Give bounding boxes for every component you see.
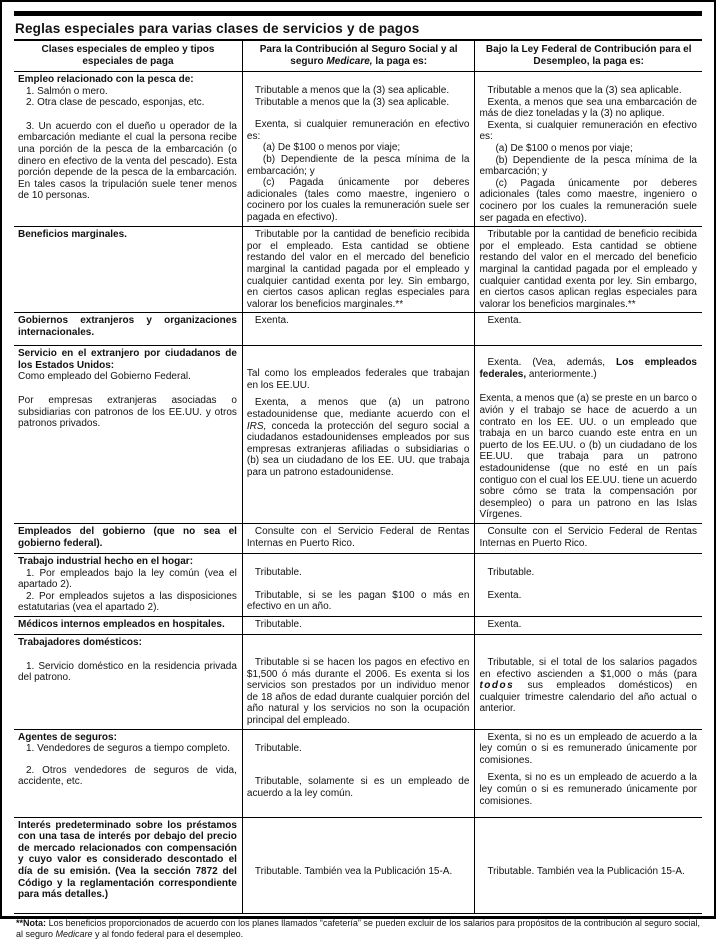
table-top-bar bbox=[14, 11, 702, 16]
cell-trabajadores-domesticos-col2 bbox=[242, 634, 475, 729]
cell-paragraph: Exenta, a menos que (a) se preste en un barco o avión y el trabajo se hace de acuerdo a un contrato en los EE. UU. o un empleado que trabaja en un barco cuando este entra en un puerto de los EE.UU. o (b) un ciudadano de los EE.UU. que trabaja para un patrono estadounidense (que no esté en un país contiguo con el cual los EE.UU. tiene un acuerdo sobre cómo se trata la compensación por desempleo) o para un patrono en las Islas Vírgenes. bbox=[479, 393, 697, 521]
cell-trabajo-industrial-hogar-col2 bbox=[242, 554, 475, 617]
cell-servicio-extranjero-col2 bbox=[242, 346, 475, 524]
cell-paragraph: Tributable. bbox=[254, 742, 302, 754]
special-rules-table bbox=[14, 41, 702, 914]
cell-trabajo-industrial-hogar-col3 bbox=[475, 554, 702, 617]
cell-servicio-extranjero-col3 bbox=[475, 346, 702, 524]
cell-paragraph: Interés predeterminado sobre los préstamos con una tasa de interés por debajo del precio de mercado relacionados con compensación y cuyo valor es considerado descontado el día de su emisión. (Vea la sección 7872 del Código y la reglamentación correspondiente para más detalles.) bbox=[18, 819, 237, 901]
cell-paragraph: (c) Pagada únicamente por deberes adicionales (tales como maestre, ingeniero o cocinero por los cuales la remuneración suele ser pagada en efectivo). bbox=[479, 177, 697, 224]
cell-empleados-gobierno-col2 bbox=[242, 524, 475, 554]
cell-paragraph: Exenta, a menos que sea una embarcación de más de diez toneladas y la (3) no aplique. bbox=[479, 96, 697, 120]
cell-empleados-gobierno-col1 bbox=[14, 524, 242, 554]
cell-paragraph: Exenta. bbox=[254, 315, 289, 327]
column-header-desempleo: Bajo la Ley Federal de Contribución para el Desempleo, la paga es: bbox=[475, 41, 702, 72]
cell-paragraph: (a) De $100 o menos por viaje; bbox=[495, 142, 633, 154]
cell-paragraph: Gobiernos extranjeros y organizaciones internacionales. bbox=[18, 315, 237, 338]
cell-empleo-pesca-col2 bbox=[242, 72, 475, 227]
cell-gobiernos-extranjeros-col3 bbox=[475, 313, 702, 346]
table-row-beneficios-marginales bbox=[14, 227, 702, 313]
table-row-agentes-seguros bbox=[14, 729, 702, 817]
cell-paragraph: 1. Por empleados bajo la ley común (vea el apartado 2). bbox=[18, 567, 237, 591]
column-header-seguro-social: Para la Contribución al Seguro Social y al seguro Medicare, la paga es: bbox=[242, 41, 475, 72]
cell-paragraph: Tal como los empleados federales que trabajan en los EE.UU. bbox=[246, 368, 470, 391]
cell-trabajadores-domesticos-col3 bbox=[475, 634, 702, 729]
cell-paragraph: Tributable. bbox=[254, 567, 302, 578]
cell-paragraph: 1. Salmón o mero. bbox=[26, 85, 108, 97]
cell-beneficios-marginales-col3 bbox=[475, 227, 702, 313]
cell-paragraph: Tributable por la cantidad de beneficio recibida por el empleado. Esta cantidad se obtiene restando del valor en el mercado del beneficio marginal la cantidad pagada por el empleado y cualquier cantidad exenta por ley. Sin embargo, en ciertos casos aplican reglas especiales para valorar los beneficios marginales.** bbox=[246, 229, 470, 310]
rules-table-header bbox=[14, 41, 702, 72]
cell-agentes-seguros-col1 bbox=[14, 729, 242, 817]
cell-paragraph: Tributable. bbox=[254, 618, 302, 630]
cell-medicos-internos-col1 bbox=[14, 616, 242, 634]
cell-trabajadores-domesticos-col1 bbox=[14, 634, 242, 729]
cell-paragraph: Tributable, si se les pagan $100 o más en efectivo en un año. bbox=[246, 589, 470, 613]
cell-empleo-pesca-col3 bbox=[475, 72, 702, 227]
cell-empleo-pesca-col1 bbox=[14, 72, 242, 227]
cell-paragraph: Por empresas extranjeras asociadas o subsidiarias con patronos de los EE.UU. y otros patronos privados. bbox=[18, 395, 237, 430]
cell-agentes-seguros-col3 bbox=[475, 729, 702, 817]
table-footnote: **Nota: Los beneficios proporcionados de acuerdo con los planes llamados “cafetería” se pueden excluir de los salarios para propósitos de la contribución al seguro social, al seguro Medicare y al fondo federal para el desempleo. bbox=[16, 917, 700, 939]
cell-paragraph: Empleo relacionado con la pesca de: bbox=[18, 74, 194, 85]
cell-paragraph: Tributable a menos que la (3) sea aplicable. bbox=[254, 96, 450, 108]
cell-paragraph: Tributable. bbox=[487, 567, 535, 578]
cell-gobiernos-extranjeros-col2 bbox=[242, 313, 475, 346]
cell-paragraph: 2. Otra clase de pescado, esponjas, etc. bbox=[26, 97, 205, 109]
cell-paragraph: 2. Otros vendedores de seguros de vida, accidente, etc. bbox=[18, 764, 237, 788]
table-row-empleo-pesca bbox=[14, 72, 702, 227]
cell-paragraph: Agentes de seguros: bbox=[18, 731, 117, 743]
cell-paragraph: Exenta, a menos que (a) un patrono estadounidense que, mediante acuerdo con el IRS, conceda la protección del seguro social a ciudadanos estadounidenses empleados por sus empresas extranjeras afiliadas o subsidiarias o (b) sea un ciudadano de los EE. UU. que trabaja para un patrono estadounidense. bbox=[246, 397, 470, 479]
cell-paragraph: Servicio en el extranjero por ciudadanos de los Estados Unidos: bbox=[18, 348, 237, 371]
cell-paragraph: Exenta, si no es un empleado de acuerdo a la ley común o si es remunerado únicamente por comisiones. bbox=[479, 731, 697, 766]
cell-paragraph: 1. Vendedores de seguros a tiempo completo. bbox=[26, 743, 231, 755]
table-row-interes-predeterminado bbox=[14, 817, 702, 913]
cell-paragraph: Tributable. También vea la Publicación 15-A. bbox=[254, 865, 453, 877]
cell-paragraph: Exenta. (Vea, además, Los empleados federales, anteriormente.) bbox=[479, 357, 697, 380]
cell-paragraph: Trabajadores domésticos: bbox=[18, 636, 142, 648]
cell-paragraph: (b) Dependiente de la pesca mínima de la embarcación; y bbox=[479, 154, 697, 178]
cell-medicos-internos-col2 bbox=[242, 616, 475, 634]
cell-beneficios-marginales-col1 bbox=[14, 227, 242, 313]
cell-trabajo-industrial-hogar-col1 bbox=[14, 554, 242, 617]
cell-paragraph: Tributable, si el total de los salarios pagados en efectivo ascienden a $1,000 o más (para todos sus empleados domésticos) en cualquier trimestre calendario del año actual o anterior. bbox=[479, 656, 697, 715]
cell-medicos-internos-col3 bbox=[475, 616, 702, 634]
cell-paragraph: Exenta. bbox=[487, 618, 522, 630]
cell-paragraph: Exenta. bbox=[487, 315, 522, 327]
cell-paragraph: Beneficios marginales. bbox=[18, 229, 127, 241]
cell-gobiernos-extranjeros-col1 bbox=[14, 313, 242, 346]
cell-beneficios-marginales-col2 bbox=[242, 227, 475, 313]
cell-paragraph: Tributable, solamente si es un empleado de acuerdo a la ley común. bbox=[246, 776, 470, 799]
cell-paragraph: Exenta, si cualquier remuneración en efectivo es: bbox=[479, 119, 697, 143]
column-header-clases: Clases especiales de empleo y tipos especiales de paga bbox=[14, 41, 242, 72]
cell-paragraph: Exenta, si no es un empleado de acuerdo a la ley común o si es remunerado únicamente por comisiones. bbox=[479, 772, 697, 807]
table-row-trabajo-industrial-hogar bbox=[14, 554, 702, 617]
cell-paragraph: Consulte con el Servicio Federal de Rentas Internas en Puerto Rico. bbox=[479, 526, 697, 549]
cell-interes-predeterminado-col3 bbox=[475, 817, 702, 913]
table-row-servicio-extranjero bbox=[14, 346, 702, 524]
cell-paragraph: Tributable a menos que la (3) sea aplicable. bbox=[487, 85, 682, 96]
table-row-empleados-gobierno bbox=[14, 524, 702, 554]
cell-paragraph: Empleados del gobierno (que no sea el gobierno federal). bbox=[18, 526, 237, 549]
header-row bbox=[14, 41, 702, 72]
page-title: Reglas especiales para varias clases de servicios y de pagos bbox=[15, 21, 420, 36]
cell-paragraph: Tributable. También vea la Publicación 15-A. bbox=[487, 865, 685, 877]
cell-paragraph: 1. Servicio doméstico en la residencia privada del patrono. bbox=[18, 660, 237, 684]
cell-paragraph: 2. Por empleados sujetos a las disposiciones estatutarias (vea el apartado 2). bbox=[18, 590, 237, 614]
cell-paragraph: Tributable si se hacen los pagos en efectivo en $1,500 ó más durante el 2006. Es exenta si los servicios son prestados por un individuo menor de 18 años de edad durante cualquier porción del año natural y los servicios no son la ocupación principal del empleado. bbox=[246, 656, 470, 726]
cell-paragraph: 3. Un acuerdo con el dueño u operador de la embarcación mediante el cual la persona recibe una porción de la pesca de la embarcación (o dinero en efectivo de la venta del pescado). Esta porción depende de la pesca de la embarcación. En tales casos la tripulación suele tener menos de 10 personas. bbox=[18, 120, 237, 202]
cell-paragraph: Como empleado del Gobierno Federal. bbox=[18, 371, 191, 383]
table-row-medicos-internos bbox=[14, 616, 702, 634]
cell-agentes-seguros-col2 bbox=[242, 729, 475, 817]
cell-interes-predeterminado-col2 bbox=[242, 817, 475, 913]
table-row-gobiernos-extranjeros bbox=[14, 313, 702, 346]
table-row-trabajadores-domesticos bbox=[14, 634, 702, 729]
cell-paragraph: (a) De $100 o menos por viaje; bbox=[262, 142, 401, 154]
cell-paragraph: Tributable por la cantidad de beneficio recibida por el empleado. Esta cantidad se obtiene restando del valor en el mercado del beneficio marginal la cantidad pagada por el empleado y cualquier cantidad exenta por ley. Sin embargo, en ciertos casos aplican reglas especiales para valorar los beneficios marginales.** bbox=[479, 229, 697, 310]
cell-paragraph: Trabajo industrial hecho en el hogar: bbox=[18, 556, 194, 567]
cell-interes-predeterminado-col1 bbox=[14, 817, 242, 913]
cell-paragraph: (c) Pagada únicamente por deberes adicionales (tales como maestre, ingeniero o cocinero por los cuales la remuneración suele ser pagada en efectivo). bbox=[246, 177, 470, 223]
cell-paragraph: Exenta, si cualquier remuneración en efectivo es: bbox=[246, 119, 470, 142]
cell-paragraph: Exenta. bbox=[487, 589, 522, 601]
cell-empleados-gobierno-col3 bbox=[475, 524, 702, 554]
cell-servicio-extranjero-col1 bbox=[14, 346, 242, 524]
cell-paragraph: Consulte con el Servicio Federal de Rentas Internas en Puerto Rico. bbox=[246, 526, 470, 549]
cell-paragraph: Médicos internos empleados en hospitales. bbox=[18, 618, 225, 630]
cell-paragraph: (b) Dependiente de la pesca mínima de la embarcación; y bbox=[246, 153, 470, 177]
rules-table-body bbox=[14, 72, 702, 914]
cell-paragraph: Tributable a menos que la (3) sea aplicable. bbox=[254, 85, 450, 96]
